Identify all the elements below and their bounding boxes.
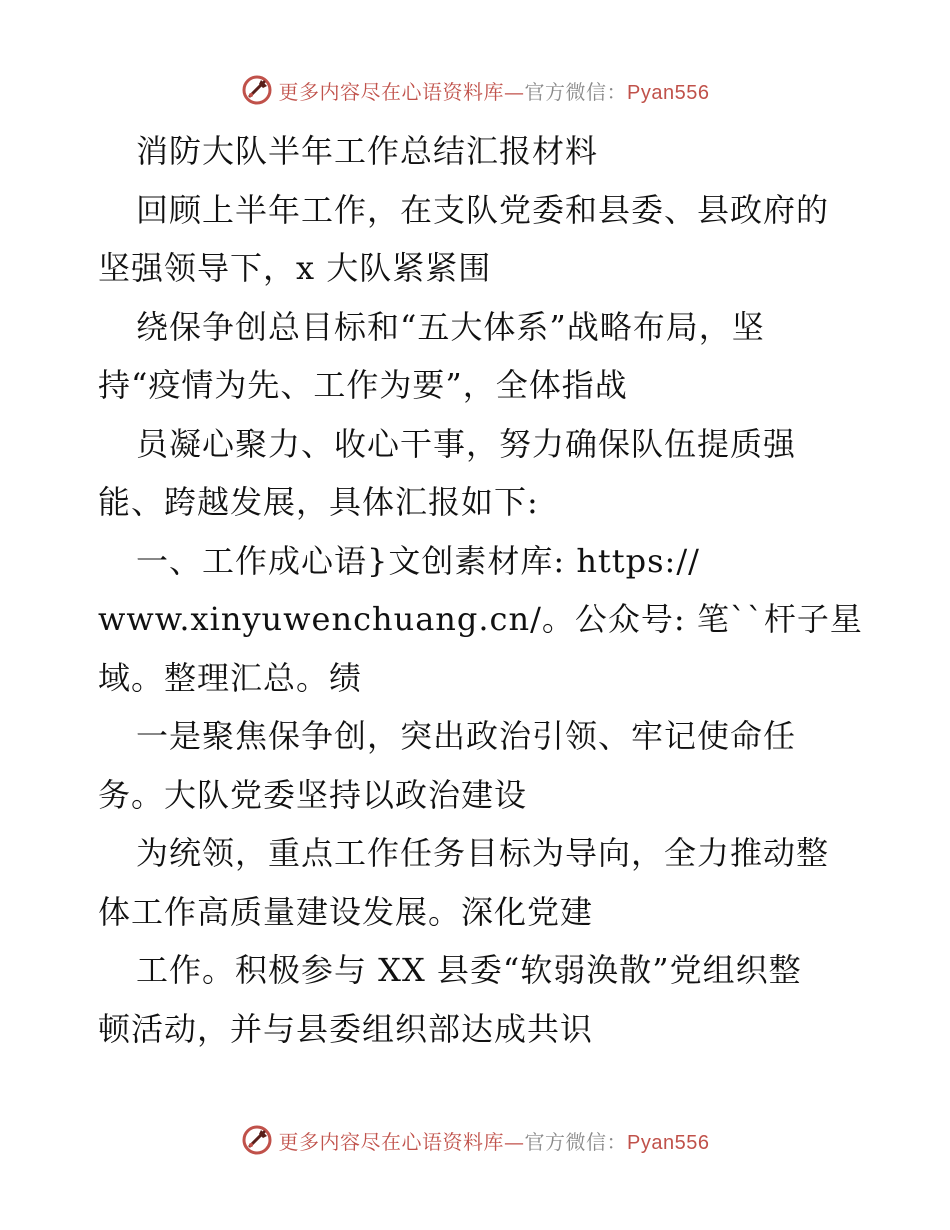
watermark-main-text: 更多内容尽在心语资料库 [278,79,505,104]
document-line: 坚强领导下，x 大队紧紧围 [98,249,492,287]
watermark-dash: — [504,1129,525,1154]
watermark-wechat-id: Pyan556 [627,1131,710,1154]
header-watermark-banner [0,70,950,110]
watermark-main-text: 更多内容尽在心语资料库 [278,1129,505,1154]
document-line: 域。整理汇总。绩 [98,658,363,697]
document-line: 务。大队党委坚持以政治建设 [98,775,528,814]
document-line: www.xinyuwenchuang.cn/。公众号: 笔``杆子星 [98,600,863,638]
watermark-text [279,76,710,105]
watermark-text [279,1126,710,1155]
watermark-dash: — [504,79,525,104]
document-line: 一是聚焦保争创，突出政治引领、牢记使命任 [136,717,797,755]
quill-seal-logo-icon [241,74,273,106]
document-line: 体工作高质量建设发展。深化党建 [98,892,594,931]
document-line: 一、工作成心语}文创素材库: https:// [136,541,700,580]
watermark-official-label: 官方微信： [524,1129,628,1154]
document-line: 顿活动，并与县委组织部达成共识 [98,1009,594,1048]
document-line: 工作。积极参与 XX 县委“软弱涣散”党组织整 [136,951,802,989]
document-line: 绕保争创总目标和“五大体系”战略布局，坚 [136,307,765,346]
document-line: 能、跨越发展，具体汇报如下: [98,483,539,521]
document-line: 消防大队半年工作总结汇报材料 [136,132,599,170]
footer-watermark-banner [0,1120,950,1160]
watermark-official-label: 官方微信： [524,79,628,104]
document-line: 持“疫情为先、工作为要”，全体指战 [98,366,628,404]
quill-seal-logo-icon [241,1124,273,1156]
document-line: 员凝心聚力、收心干事，努力确保队伍提质强 [136,424,797,463]
watermark-wechat-id: Pyan556 [627,81,710,104]
document-line: 为统领，重点工作任务目标为导向，全力推动整 [136,834,830,872]
document-body [98,122,863,1058]
document-line: 回顾上半年工作，在支队党委和县委、县政府的 [136,190,830,229]
